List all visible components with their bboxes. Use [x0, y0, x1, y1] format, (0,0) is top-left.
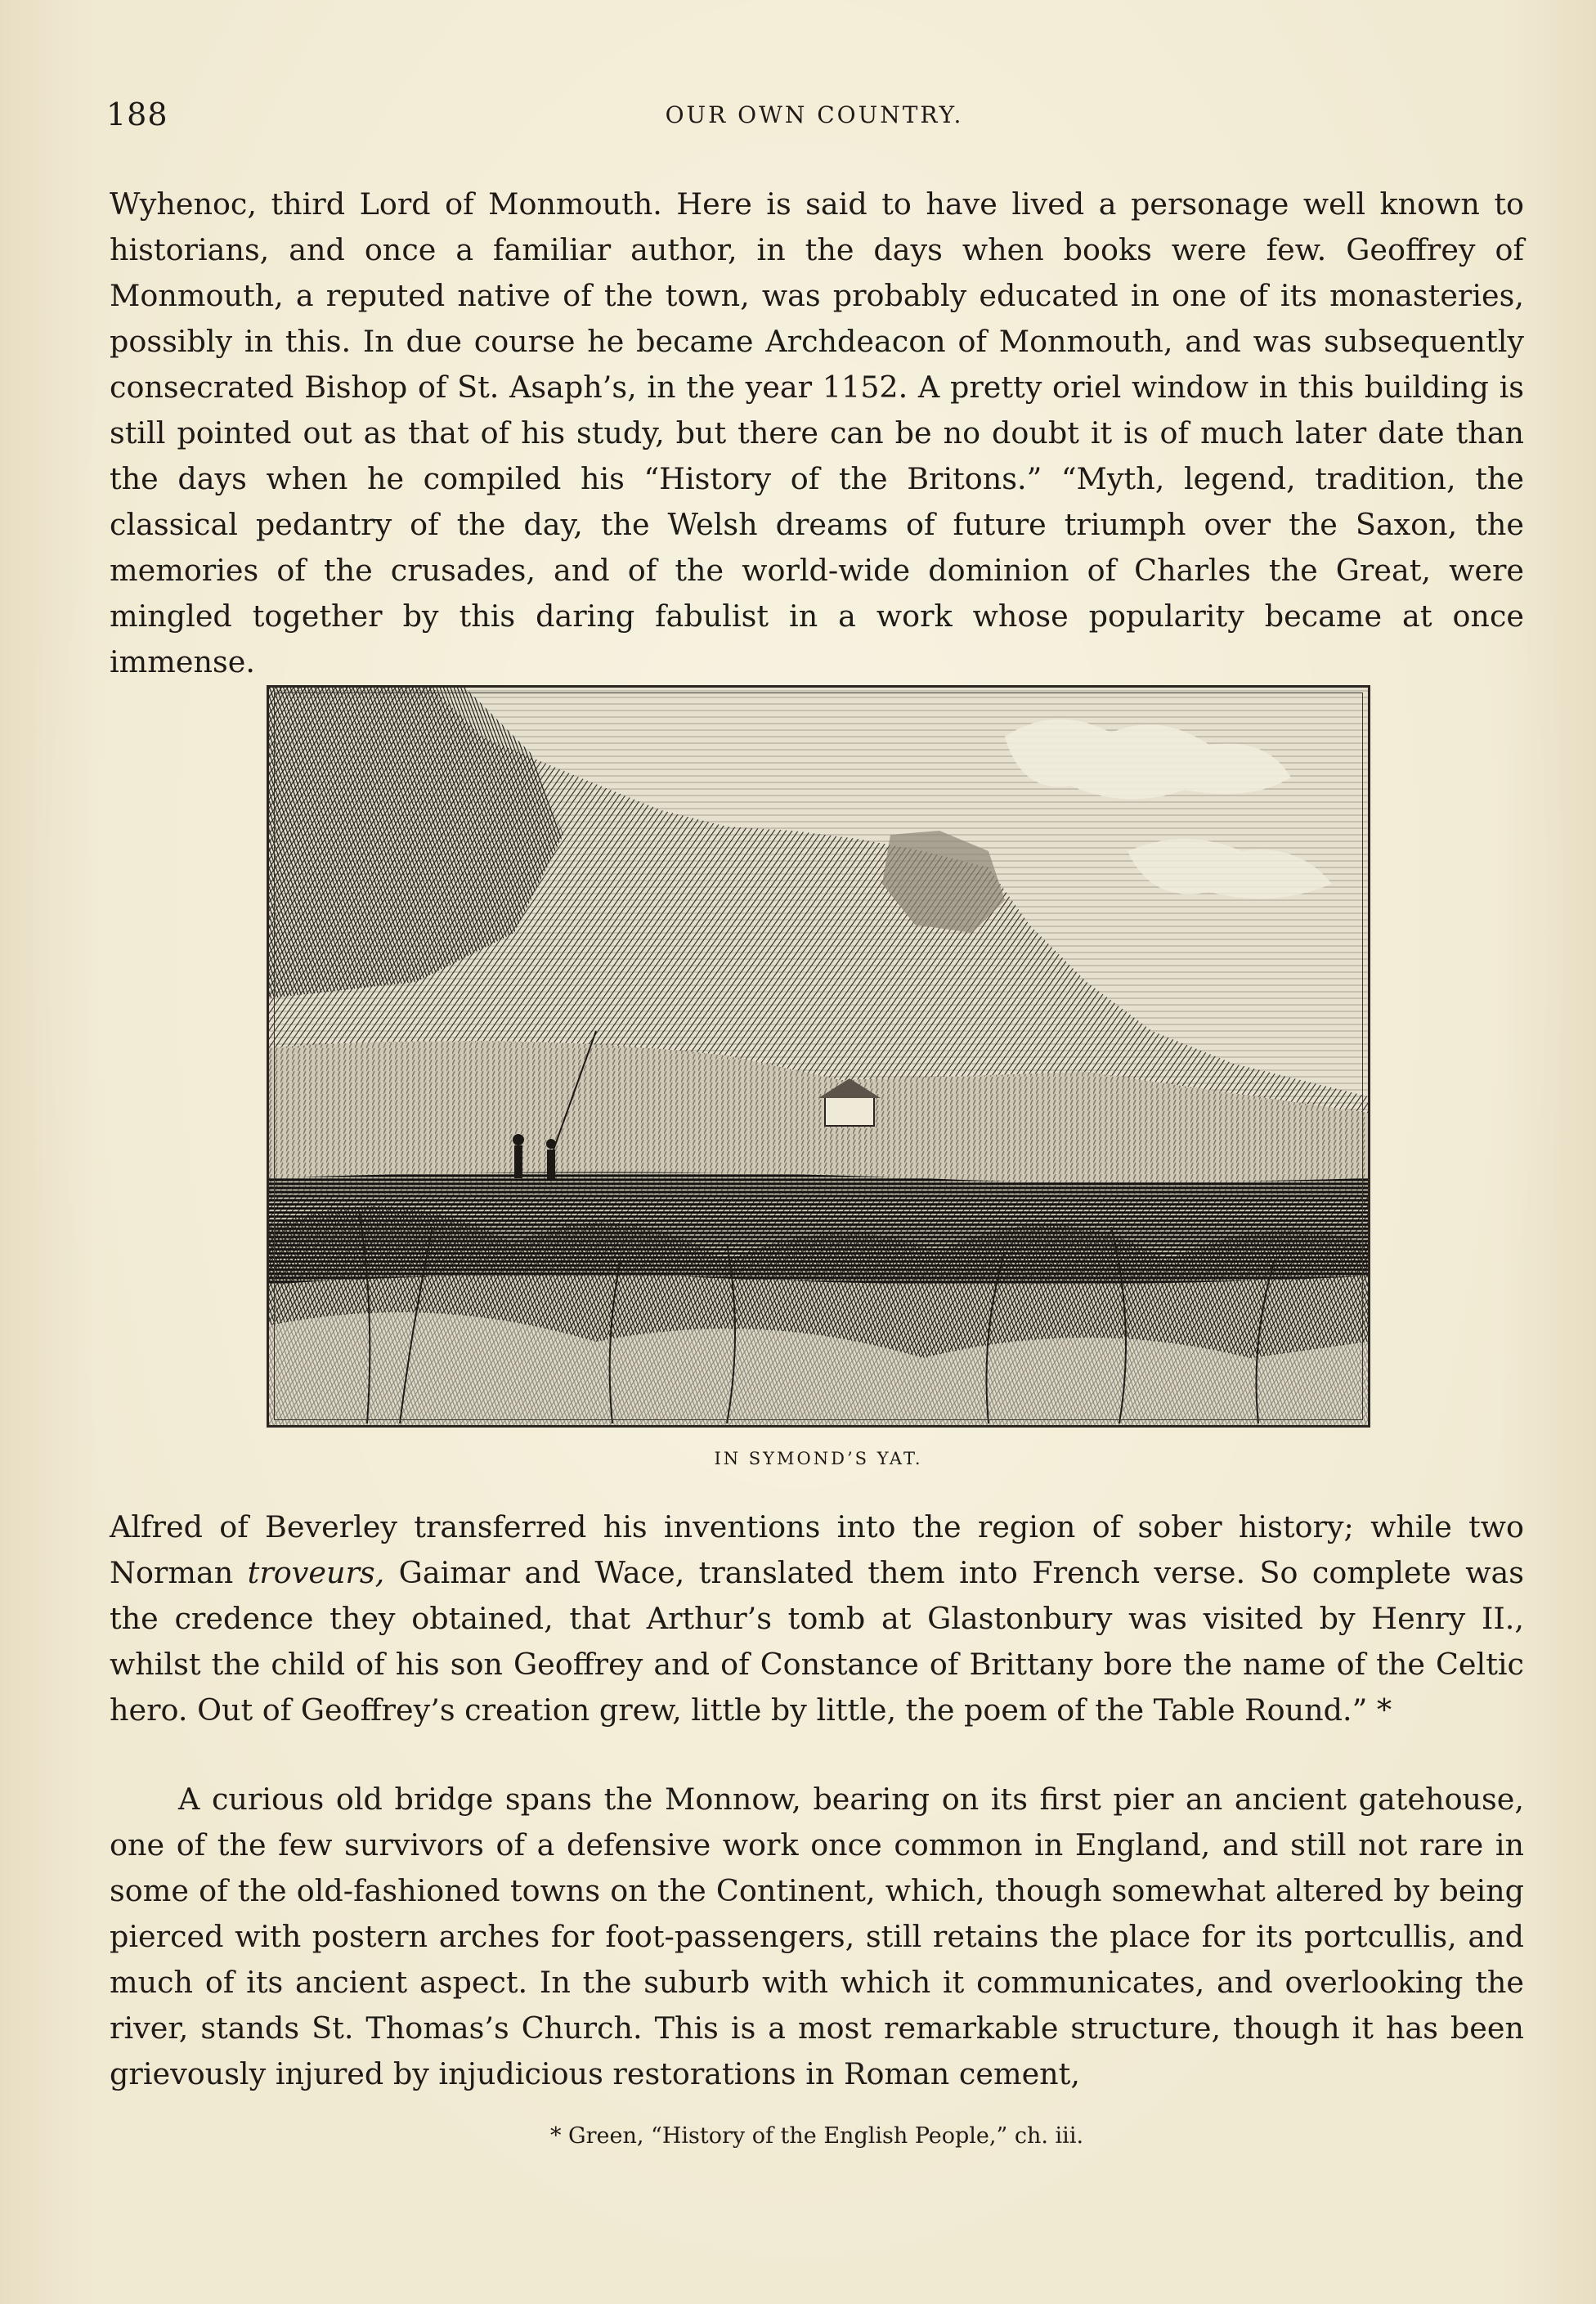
- paragraph-2: [110, 1504, 1524, 1733]
- paragraph-2-before: Alfred of Beverley transferred his inventions into the region of sober history; while two Norman: [110, 1509, 1524, 1590]
- figure-caption: IN SYMOND’S YAT.: [714, 1449, 923, 1468]
- paragraph-3: A curious old bridge spans the Monnow, bearing on its first pier an ancient gatehouse, one of the few survivors of a defensive work once common in England, and still not rare in some of the old-fashioned towns on the Continent, which, though somewhat altered by being pierced with postern arches for foot-passengers, still retains the place for its portcullis, and much of its ancient aspect. In the suburb with which it communicates, and overlooking the river, stands St. Thomas’s Church. This is a most remarkable structure, though it has been grievously injured by injudicious restorations in Roman cement,: [110, 1782, 1524, 2091]
- running-head: [106, 96, 1522, 146]
- paragraph-1: Wyhenoc, third Lord of Monmouth. Here is said to have lived a personage well known to historians, and once a familiar author, in the days when books were few. Geoffrey of Monmouth, a reputed native of the town, was probably educated in one of its monasteries, possibly in this. In due course he became Archdeacon of Monmouth, and was subsequently consecrated Bishop of St. Asaph’s, in the year 1152. A pretty oriel window in this building is still pointed out as that of his study, but there can be no doubt it is of much later date than the days when he compiled his “History of the Britons.” “Myth, legend, tradition, the classical pedantry of the day, the Welsh dreams of future triumph over the Saxon, the memories of the crusades, and of the world-wide dominion of Charles the Great, were mingled together by this daring fabulist in a work whose popularity became at once immense.: [110, 186, 1524, 679]
- paragraph-2-after: Gaimar and Wace, translated them into French verse. So complete was the credence they obtained, that Arthur’s tomb at Glastonbury was visited by Henry II., whilst the child of his son Geoffrey and of Constance of Brittany bore the name of the Celtic hero. Out of Geoffrey’s creation grew, little by little, the poem of the Table Round.” *: [110, 1555, 1525, 1728]
- page-number: 188: [106, 96, 168, 132]
- engraving-illustration: [267, 685, 1370, 1428]
- cottage: [825, 1096, 874, 1126]
- engraving-image: [269, 688, 1368, 1425]
- footnote: * Green, “History of the English People,” ch. iii.: [549, 2123, 1084, 2149]
- running-title: OUR OWN COUNTRY.: [665, 101, 964, 128]
- paragraph-2-italic: troveurs,: [247, 1555, 385, 1590]
